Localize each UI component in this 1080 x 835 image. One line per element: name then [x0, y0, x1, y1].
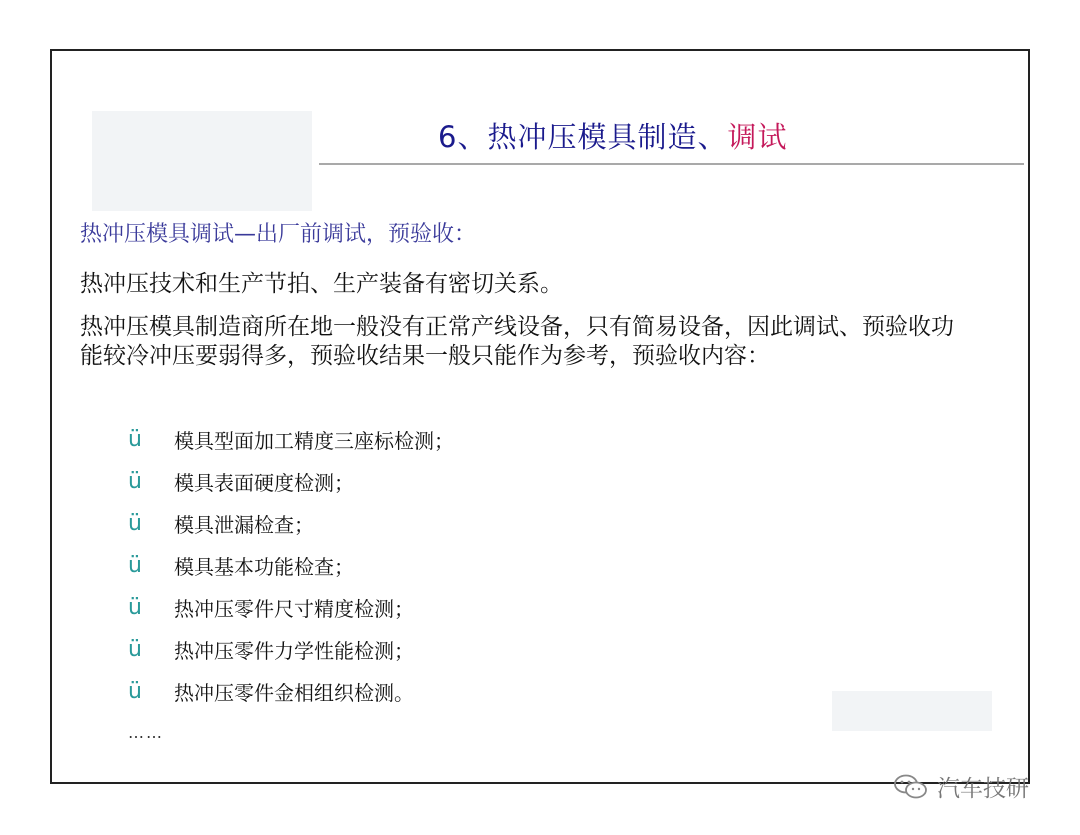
background-decoration [832, 691, 992, 731]
list-item-text: 热冲压零件金相组织检测。 [174, 680, 414, 705]
check-bullet-icon: ü [128, 678, 142, 704]
title-main: 6、热冲压模具制造、 [438, 120, 728, 154]
ellipsis: …… [128, 723, 164, 742]
subheading: 热冲压模具调试—出厂前调试，预验收： [80, 222, 477, 247]
check-bullet-icon: ü [128, 468, 142, 494]
list-item [128, 418, 454, 460]
wechat-icon [893, 773, 929, 801]
list-item-text: 模具型面加工精度三座标检测； [174, 428, 454, 453]
list-item-text: 模具基本功能检查； [174, 554, 354, 579]
slide-title [438, 115, 787, 156]
list-item-text: 模具表面硬度检测； [174, 470, 354, 495]
list-item-text: 模具泄漏检查； [174, 512, 314, 537]
background-decoration [92, 111, 312, 211]
check-bullet-icon: ü [128, 552, 142, 578]
list-item-text: 热冲压零件力学性能检测； [174, 638, 414, 663]
title-divider [319, 163, 1024, 165]
list-item [128, 670, 454, 712]
title-accent: 调试 [727, 120, 788, 154]
check-bullet-icon: ü [128, 594, 142, 620]
paragraph-1: 热冲压技术和生产节拍、生产装备有密切关系。 [80, 271, 563, 297]
slide [50, 49, 1030, 784]
inspection-list [128, 418, 454, 712]
check-bullet-icon: ü [128, 636, 142, 662]
watermark-text: 汽车技研 [937, 776, 1029, 802]
check-bullet-icon: ü [128, 426, 142, 452]
list-item [128, 544, 454, 586]
list-item-text: 热冲压零件尺寸精度检测； [174, 596, 414, 621]
watermark [893, 770, 1029, 803]
list-item [128, 586, 454, 628]
list-item [128, 460, 454, 502]
list-item [128, 502, 454, 544]
paragraph-2: 热冲压模具制造商所在地一般没有正常产线设备，只有简易设备，因此调试、预验收功能较冷冲压要弱得多，预验收结果一般只能作为参考，预验收内容： [80, 314, 954, 369]
check-bullet-icon: ü [128, 510, 142, 536]
list-item [128, 628, 454, 670]
